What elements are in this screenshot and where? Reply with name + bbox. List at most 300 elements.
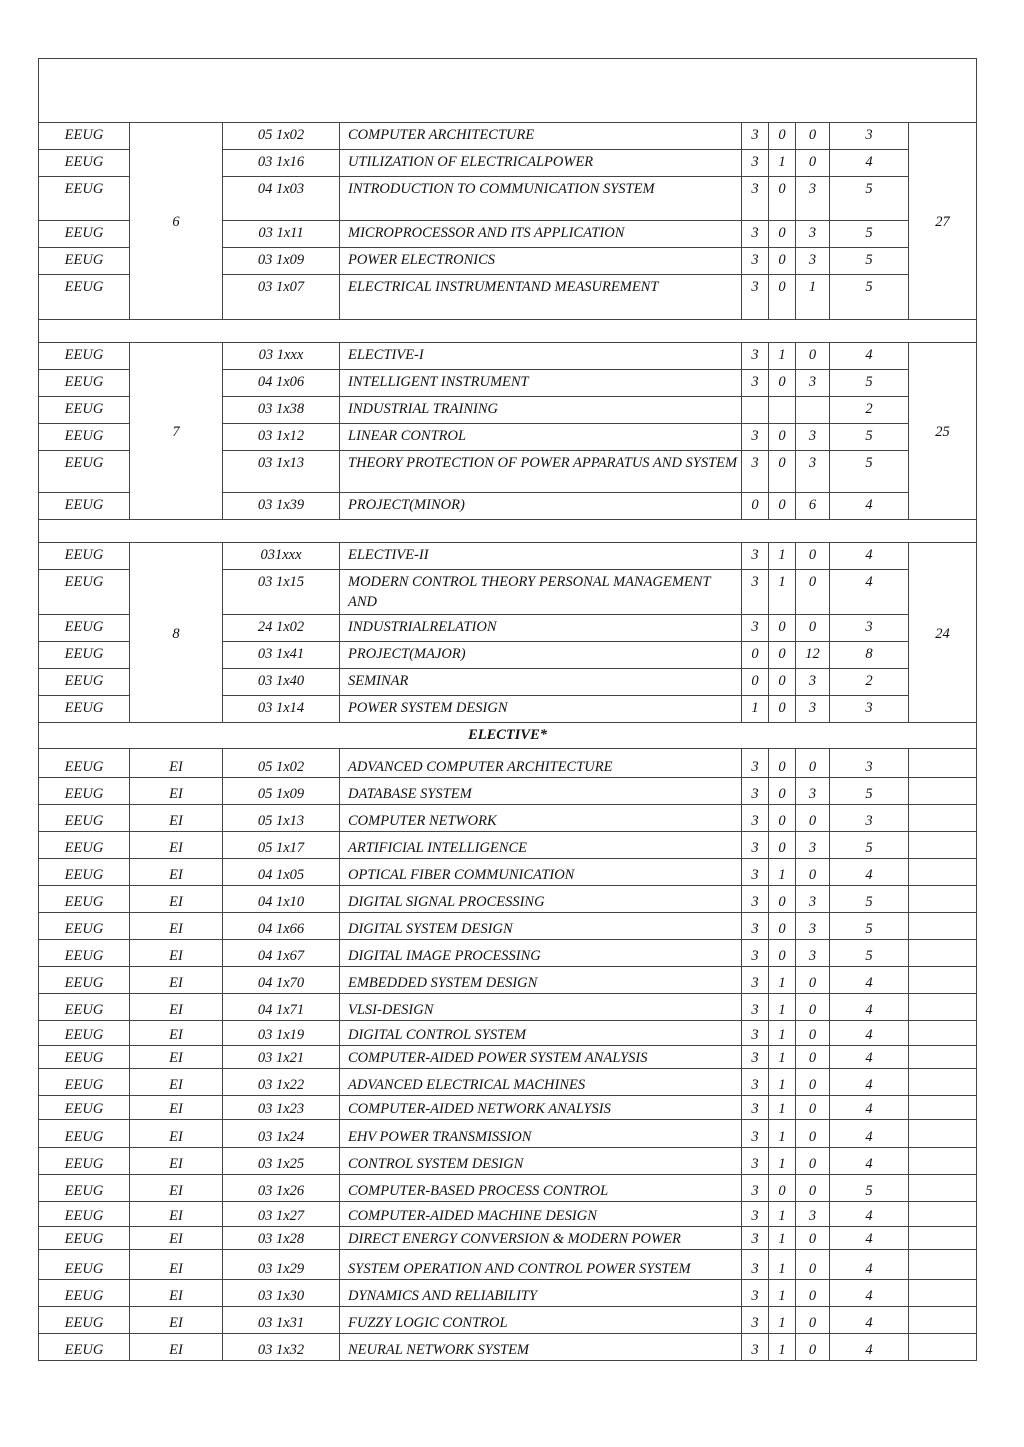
course-code-cell: 04 1x67: [223, 940, 340, 967]
lecture-hours-cell: 3: [742, 1120, 769, 1148]
tutorial-hours-cell: 1: [769, 1334, 796, 1361]
elective-empty-cell: [909, 805, 977, 832]
lecture-hours-cell: 3: [742, 150, 769, 177]
dept-cell: EEUG: [39, 1202, 130, 1227]
credits-cell: 2: [830, 397, 909, 424]
practical-hours-cell: 0: [796, 1148, 830, 1175]
course-title-cell: EHV POWER TRANSMISSION: [340, 1120, 742, 1148]
practical-hours-cell: 0: [796, 1069, 830, 1096]
elective-row: [39, 940, 977, 967]
course-title-cell: LINEAR CONTROL: [340, 424, 742, 451]
credits-cell: 4: [830, 1227, 909, 1250]
dept-cell: EEUG: [39, 1280, 130, 1307]
curriculum-body: [39, 59, 977, 1361]
course-code-cell: 03 1x21: [223, 1046, 340, 1069]
elective-heading-row: [39, 723, 977, 749]
dept-cell: EEUG: [39, 1334, 130, 1361]
practical-hours-cell: 0: [796, 1096, 830, 1120]
practical-hours-cell: 3: [796, 913, 830, 940]
elective-empty-cell: [909, 1148, 977, 1175]
lecture-hours-cell: 3: [742, 451, 769, 493]
credits-cell: 5: [830, 778, 909, 805]
dept-cell: EEUG: [39, 1096, 130, 1120]
tutorial-hours-cell: 1: [769, 1069, 796, 1096]
course-title-cell: MODERN CONTROL THEORY PERSONAL MANAGEMENT AND: [340, 570, 742, 615]
lecture-hours-cell: 3: [742, 1334, 769, 1361]
course-title-cell: INTELLIGENT INSTRUMENT: [340, 370, 742, 397]
credits-cell: 3: [830, 615, 909, 642]
course-title-cell: COMPUTER-BASED PROCESS CONTROL: [340, 1175, 742, 1202]
credits-cell: 5: [830, 940, 909, 967]
credits-cell: 4: [830, 1021, 909, 1046]
credits-cell: 3: [830, 749, 909, 778]
tutorial-hours-cell: 1: [769, 570, 796, 615]
course-title-cell: DYNAMICS AND RELIABILITY: [340, 1280, 742, 1307]
practical-hours-cell: 0: [796, 615, 830, 642]
credits-cell: 4: [830, 1096, 909, 1120]
elective-empty-cell: [909, 1334, 977, 1361]
elective-row: [39, 1096, 977, 1120]
course-code-cell: 03 1x27: [223, 1202, 340, 1227]
tutorial-hours-cell: 1: [769, 343, 796, 370]
lecture-hours-cell: 3: [742, 1148, 769, 1175]
course-code-cell: 03 1xxx: [223, 343, 340, 370]
course-code-cell: 03 1x11: [223, 221, 340, 248]
elective-group-cell: EI: [130, 778, 223, 805]
lecture-hours-cell: 3: [742, 123, 769, 150]
practical-hours-cell: 3: [796, 669, 830, 696]
practical-hours-cell: 3: [796, 221, 830, 248]
lecture-hours-cell: 0: [742, 493, 769, 520]
curriculum-table: [38, 58, 977, 1361]
tutorial-hours-cell: 1: [769, 859, 796, 886]
tutorial-hours-cell: 1: [769, 1148, 796, 1175]
course-code-cell: 03 1x16: [223, 150, 340, 177]
elective-row: [39, 1227, 977, 1250]
course-code-cell: 03 1x40: [223, 669, 340, 696]
credits-cell: 4: [830, 1307, 909, 1334]
credits-cell: 4: [830, 150, 909, 177]
course-code-cell: 03 1x14: [223, 696, 340, 723]
course-code-cell: 03 1x29: [223, 1250, 340, 1280]
semester-separator-row: [39, 520, 977, 543]
course-code-cell: 03 1x15: [223, 570, 340, 615]
practical-hours-cell: 3: [796, 1202, 830, 1227]
dept-cell: EEUG: [39, 805, 130, 832]
tutorial-hours-cell: 1: [769, 150, 796, 177]
lecture-hours-cell: 3: [742, 543, 769, 570]
lecture-hours-cell: 3: [742, 886, 769, 913]
lecture-hours-cell: 3: [742, 967, 769, 994]
tutorial-hours-cell: 0: [769, 886, 796, 913]
elective-group-cell: EI: [130, 1307, 223, 1334]
course-code-cell: 03 1x07: [223, 275, 340, 320]
practical-hours-cell: 1: [796, 275, 830, 320]
elective-empty-cell: [909, 1069, 977, 1096]
course-title-cell: ADVANCED COMPUTER ARCHITECTURE: [340, 749, 742, 778]
credits-cell: 5: [830, 1175, 909, 1202]
dept-cell: EEUG: [39, 1021, 130, 1046]
course-code-cell: 03 1x28: [223, 1227, 340, 1250]
course-title-cell: ELECTIVE-I: [340, 343, 742, 370]
credits-cell: 5: [830, 913, 909, 940]
credits-cell: 3: [830, 696, 909, 723]
course-code-cell: 04 1x70: [223, 967, 340, 994]
credits-cell: 4: [830, 1250, 909, 1280]
lecture-hours-cell: 3: [742, 248, 769, 275]
dept-cell: EEUG: [39, 1307, 130, 1334]
lecture-hours-cell: 3: [742, 1046, 769, 1069]
practical-hours-cell: 0: [796, 1280, 830, 1307]
elective-group-cell: EI: [130, 1175, 223, 1202]
elective-row: [39, 1046, 977, 1069]
elective-group-cell: EI: [130, 967, 223, 994]
semester-number-cell: 6: [130, 123, 223, 320]
semester-total-credits-cell: 25: [909, 343, 977, 520]
course-row: [39, 343, 977, 370]
dept-cell: EEUG: [39, 123, 130, 150]
course-code-cell: 03 1x32: [223, 1334, 340, 1361]
credits-cell: 4: [830, 570, 909, 615]
lecture-hours-cell: 3: [742, 370, 769, 397]
dept-cell: EEUG: [39, 248, 130, 275]
elective-group-cell: EI: [130, 832, 223, 859]
course-code-cell: 03 1x38: [223, 397, 340, 424]
dept-cell: EEUG: [39, 177, 130, 221]
credits-cell: 5: [830, 370, 909, 397]
elective-group-cell: EI: [130, 805, 223, 832]
course-title-cell: VLSI-DESIGN: [340, 994, 742, 1021]
credits-cell: 4: [830, 493, 909, 520]
elective-heading: ELECTIVE*: [39, 723, 977, 749]
lecture-hours-cell: 3: [742, 275, 769, 320]
practical-hours-cell: 0: [796, 1021, 830, 1046]
course-code-cell: 03 1x09: [223, 248, 340, 275]
course-code-cell: 03 1x13: [223, 451, 340, 493]
elective-empty-cell: [909, 778, 977, 805]
elective-group-cell: EI: [130, 1334, 223, 1361]
practical-hours-cell: 0: [796, 1120, 830, 1148]
course-title-cell: SEMINAR: [340, 669, 742, 696]
tutorial-hours-cell: 0: [769, 177, 796, 221]
elective-row: [39, 1280, 977, 1307]
elective-empty-cell: [909, 886, 977, 913]
top-banner-row: [39, 59, 977, 123]
practical-hours-cell: 0: [796, 1175, 830, 1202]
dept-cell: EEUG: [39, 994, 130, 1021]
semester-separator-row: [39, 320, 977, 343]
course-title-cell: DIGITAL SIGNAL PROCESSING: [340, 886, 742, 913]
course-code-cell: 04 1x71: [223, 994, 340, 1021]
lecture-hours-cell: 3: [742, 1280, 769, 1307]
elective-group-cell: EI: [130, 940, 223, 967]
dept-cell: EEUG: [39, 859, 130, 886]
course-code-cell: 05 1x02: [223, 123, 340, 150]
lecture-hours-cell: 3: [742, 832, 769, 859]
practical-hours-cell: 12: [796, 642, 830, 669]
practical-hours-cell: 3: [796, 248, 830, 275]
practical-hours-cell: 0: [796, 1307, 830, 1334]
practical-hours-cell: 3: [796, 696, 830, 723]
dept-cell: EEUG: [39, 778, 130, 805]
dept-cell: EEUG: [39, 1046, 130, 1069]
tutorial-hours-cell: 0: [769, 221, 796, 248]
practical-hours-cell: 3: [796, 424, 830, 451]
course-title-cell: COMPUTER ARCHITECTURE: [340, 123, 742, 150]
lecture-hours-cell: 3: [742, 913, 769, 940]
course-code-cell: 03 1x26: [223, 1175, 340, 1202]
course-code-cell: 04 1x10: [223, 886, 340, 913]
course-code-cell: 03 1x41: [223, 642, 340, 669]
elective-empty-cell: [909, 913, 977, 940]
lecture-hours-cell: 3: [742, 570, 769, 615]
elective-empty-cell: [909, 940, 977, 967]
dept-cell: EEUG: [39, 543, 130, 570]
lecture-hours-cell: 3: [742, 749, 769, 778]
course-title-cell: OPTICAL FIBER COMMUNICATION: [340, 859, 742, 886]
elective-row: [39, 805, 977, 832]
elective-empty-cell: [909, 859, 977, 886]
lecture-hours-cell: 3: [742, 1069, 769, 1096]
tutorial-hours-cell: 1: [769, 543, 796, 570]
elective-group-cell: EI: [130, 1148, 223, 1175]
elective-empty-cell: [909, 1250, 977, 1280]
tutorial-hours-cell: 1: [769, 1046, 796, 1069]
elective-empty-cell: [909, 1120, 977, 1148]
elective-group-cell: EI: [130, 1280, 223, 1307]
credits-cell: 4: [830, 967, 909, 994]
course-code-cell: 03 1x24: [223, 1120, 340, 1148]
practical-hours-cell: 3: [796, 886, 830, 913]
course-code-cell: 05 1x02: [223, 749, 340, 778]
course-title-cell: CONTROL SYSTEM DESIGN: [340, 1148, 742, 1175]
practical-hours-cell: 0: [796, 859, 830, 886]
practical-hours-cell: 3: [796, 940, 830, 967]
course-code-cell: 03 1x30: [223, 1280, 340, 1307]
practical-hours-cell: 3: [796, 778, 830, 805]
tutorial-hours-cell: 0: [769, 493, 796, 520]
practical-hours-cell: [796, 397, 830, 424]
elective-empty-cell: [909, 1307, 977, 1334]
elective-row: [39, 778, 977, 805]
semester-separator-cell: [39, 320, 977, 343]
elective-empty-cell: [909, 1021, 977, 1046]
semester-total-credits-cell: 24: [909, 543, 977, 723]
course-code-cell: 04 1x66: [223, 913, 340, 940]
course-title-cell: DIRECT ENERGY CONVERSION & MODERN POWER: [340, 1227, 742, 1250]
elective-empty-cell: [909, 1280, 977, 1307]
credits-cell: 5: [830, 424, 909, 451]
course-title-cell: DIGITAL SYSTEM DESIGN: [340, 913, 742, 940]
practical-hours-cell: 6: [796, 493, 830, 520]
credits-cell: 5: [830, 275, 909, 320]
credits-cell: 2: [830, 669, 909, 696]
tutorial-hours-cell: 0: [769, 696, 796, 723]
tutorial-hours-cell: 1: [769, 1202, 796, 1227]
dept-cell: EEUG: [39, 940, 130, 967]
practical-hours-cell: 3: [796, 832, 830, 859]
dept-cell: EEUG: [39, 615, 130, 642]
tutorial-hours-cell: 0: [769, 370, 796, 397]
practical-hours-cell: 0: [796, 150, 830, 177]
course-title-cell: ELECTRICAL INSTRUMENTAND MEASUREMENT: [340, 275, 742, 320]
dept-cell: EEUG: [39, 1250, 130, 1280]
elective-group-cell: EI: [130, 1250, 223, 1280]
elective-empty-cell: [909, 1096, 977, 1120]
lecture-hours-cell: [742, 397, 769, 424]
dept-cell: EEUG: [39, 1227, 130, 1250]
tutorial-hours-cell: 0: [769, 1175, 796, 1202]
practical-hours-cell: 3: [796, 451, 830, 493]
elective-group-cell: EI: [130, 994, 223, 1021]
lecture-hours-cell: 3: [742, 1250, 769, 1280]
practical-hours-cell: 0: [796, 967, 830, 994]
course-title-cell: DIGITAL CONTROL SYSTEM: [340, 1021, 742, 1046]
tutorial-hours-cell: 1: [769, 1250, 796, 1280]
credits-cell: 8: [830, 642, 909, 669]
course-title-cell: FUZZY LOGIC CONTROL: [340, 1307, 742, 1334]
course-code-cell: 04 1x06: [223, 370, 340, 397]
elective-row: [39, 1202, 977, 1227]
dept-cell: EEUG: [39, 1069, 130, 1096]
tutorial-hours-cell: 0: [769, 248, 796, 275]
elective-row: [39, 832, 977, 859]
practical-hours-cell: 0: [796, 343, 830, 370]
course-title-cell: ELECTIVE-II: [340, 543, 742, 570]
dept-cell: EEUG: [39, 275, 130, 320]
elective-group-cell: EI: [130, 1227, 223, 1250]
tutorial-hours-cell: 1: [769, 1096, 796, 1120]
elective-group-cell: EI: [130, 1120, 223, 1148]
elective-empty-cell: [909, 749, 977, 778]
lecture-hours-cell: 3: [742, 994, 769, 1021]
dept-cell: EEUG: [39, 424, 130, 451]
credits-cell: 4: [830, 859, 909, 886]
credits-cell: 3: [830, 805, 909, 832]
elective-group-cell: EI: [130, 859, 223, 886]
tutorial-hours-cell: 1: [769, 1021, 796, 1046]
dept-cell: EEUG: [39, 749, 130, 778]
practical-hours-cell: 0: [796, 570, 830, 615]
credits-cell: 4: [830, 1202, 909, 1227]
course-title-cell: MICROPROCESSOR AND ITS APPLICATION: [340, 221, 742, 248]
course-title-cell: COMPUTER-AIDED POWER SYSTEM ANALYSIS: [340, 1046, 742, 1069]
lecture-hours-cell: 0: [742, 669, 769, 696]
elective-empty-cell: [909, 832, 977, 859]
course-title-cell: ARTIFICIAL INTELLIGENCE: [340, 832, 742, 859]
tutorial-hours-cell: 1: [769, 1120, 796, 1148]
lecture-hours-cell: 3: [742, 805, 769, 832]
course-title-cell: POWER ELECTRONICS: [340, 248, 742, 275]
elective-row: [39, 913, 977, 940]
semester-separator-cell: [39, 520, 977, 543]
lecture-hours-cell: 3: [742, 940, 769, 967]
elective-empty-cell: [909, 1227, 977, 1250]
tutorial-hours-cell: 1: [769, 967, 796, 994]
credits-cell: 5: [830, 248, 909, 275]
elective-row: [39, 749, 977, 778]
course-code-cell: 24 1x02: [223, 615, 340, 642]
course-code-cell: 03 1x12: [223, 424, 340, 451]
course-title-cell: ADVANCED ELECTRICAL MACHINES: [340, 1069, 742, 1096]
credits-cell: 4: [830, 543, 909, 570]
elective-group-cell: EI: [130, 1096, 223, 1120]
elective-group-cell: EI: [130, 913, 223, 940]
course-code-cell: 03 1x22: [223, 1069, 340, 1096]
elective-group-cell: EI: [130, 1046, 223, 1069]
credits-cell: 4: [830, 1069, 909, 1096]
course-title-cell: THEORY PROTECTION OF POWER APPARATUS AND SYSTEM: [340, 451, 742, 493]
lecture-hours-cell: 3: [742, 778, 769, 805]
tutorial-hours-cell: 0: [769, 778, 796, 805]
dept-cell: EEUG: [39, 669, 130, 696]
credits-cell: 5: [830, 177, 909, 221]
elective-group-cell: EI: [130, 1202, 223, 1227]
lecture-hours-cell: 3: [742, 1202, 769, 1227]
elective-empty-cell: [909, 1046, 977, 1069]
course-title-cell: POWER SYSTEM DESIGN: [340, 696, 742, 723]
dept-cell: EEUG: [39, 150, 130, 177]
practical-hours-cell: 0: [796, 1334, 830, 1361]
course-title-cell: COMPUTER-AIDED NETWORK ANALYSIS: [340, 1096, 742, 1120]
course-title-cell: EMBEDDED SYSTEM DESIGN: [340, 967, 742, 994]
lecture-hours-cell: 3: [742, 615, 769, 642]
dept-cell: EEUG: [39, 451, 130, 493]
credits-cell: 4: [830, 1148, 909, 1175]
tutorial-hours-cell: 0: [769, 805, 796, 832]
elective-row: [39, 1175, 977, 1202]
course-code-cell: 04 1x05: [223, 859, 340, 886]
course-title-cell: DATABASE SYSTEM: [340, 778, 742, 805]
dept-cell: EEUG: [39, 397, 130, 424]
course-title-cell: COMPUTER-AIDED MACHINE DESIGN: [340, 1202, 742, 1227]
course-code-cell: 03 1x39: [223, 493, 340, 520]
elective-row: [39, 994, 977, 1021]
elective-empty-cell: [909, 967, 977, 994]
lecture-hours-cell: 3: [742, 424, 769, 451]
practical-hours-cell: 3: [796, 370, 830, 397]
elective-row: [39, 859, 977, 886]
dept-cell: EEUG: [39, 832, 130, 859]
credits-cell: 4: [830, 994, 909, 1021]
course-title-cell: SYSTEM OPERATION AND CONTROL POWER SYSTEM: [340, 1250, 742, 1280]
elective-group-cell: EI: [130, 1021, 223, 1046]
tutorial-hours-cell: 0: [769, 749, 796, 778]
credits-cell: 4: [830, 1046, 909, 1069]
tutorial-hours-cell: 0: [769, 669, 796, 696]
dept-cell: EEUG: [39, 1148, 130, 1175]
lecture-hours-cell: 3: [742, 1227, 769, 1250]
elective-row: [39, 886, 977, 913]
dept-cell: EEUG: [39, 343, 130, 370]
practical-hours-cell: 0: [796, 123, 830, 150]
dept-cell: EEUG: [39, 370, 130, 397]
course-row: [39, 123, 977, 150]
credits-cell: 3: [830, 123, 909, 150]
practical-hours-cell: 0: [796, 543, 830, 570]
course-code-cell: 03 1x31: [223, 1307, 340, 1334]
tutorial-hours-cell: 0: [769, 940, 796, 967]
lecture-hours-cell: 3: [742, 221, 769, 248]
elective-empty-cell: [909, 1202, 977, 1227]
practical-hours-cell: 0: [796, 805, 830, 832]
course-title-cell: UTILIZATION OF ELECTRICALPOWER: [340, 150, 742, 177]
elective-row: [39, 967, 977, 994]
course-title-cell: PROJECT(MAJOR): [340, 642, 742, 669]
practical-hours-cell: 0: [796, 1250, 830, 1280]
tutorial-hours-cell: 0: [769, 913, 796, 940]
tutorial-hours-cell: 0: [769, 123, 796, 150]
